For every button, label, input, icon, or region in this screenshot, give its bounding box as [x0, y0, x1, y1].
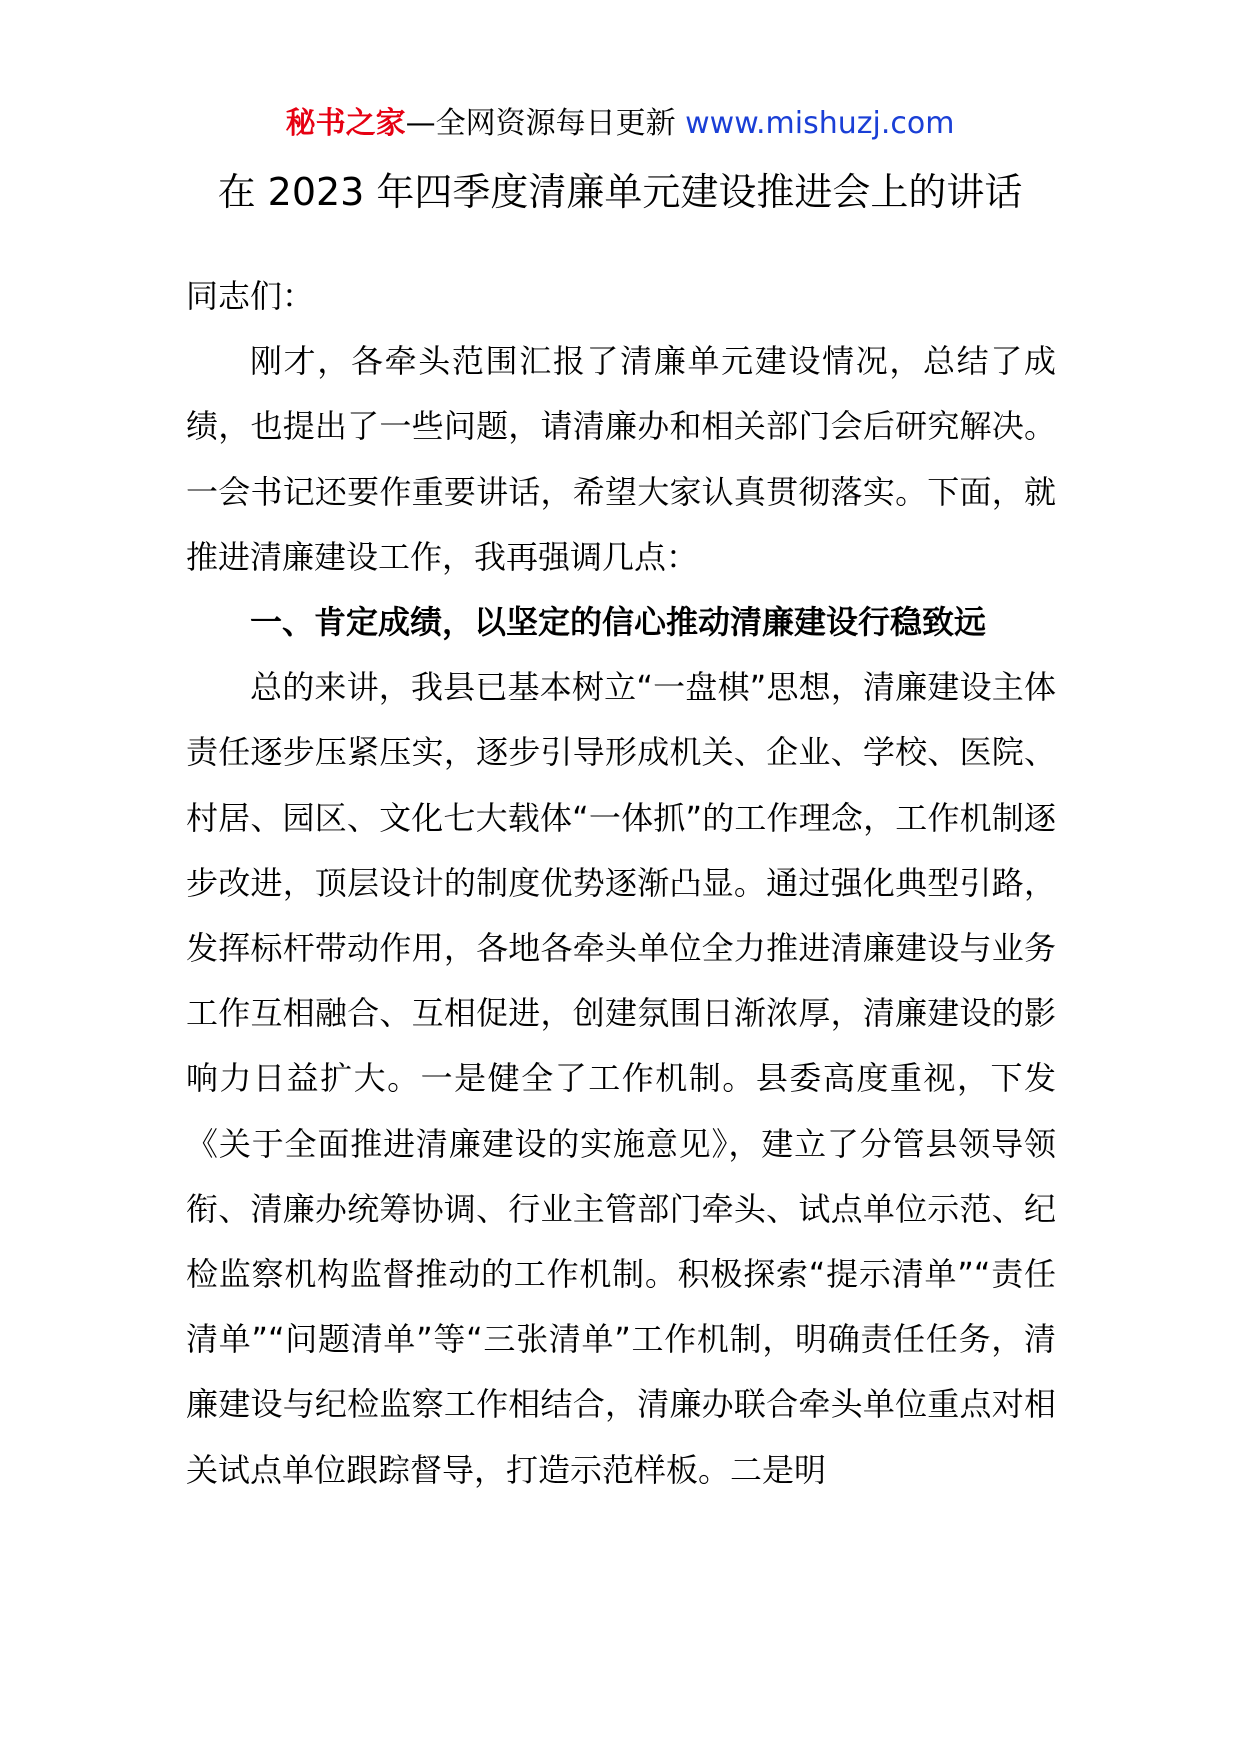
- document-title: 在 2023 年四季度清廉单元建设推进会上的讲话: [217, 170, 1023, 214]
- section-heading-1: 一、肯定成绩，以坚定的信心推动清廉建设行稳致远: [250, 603, 987, 642]
- site-header: [0, 104, 1240, 144]
- salutation: 同志们：: [186, 277, 315, 315]
- brand-name: 秘书之家: [285, 106, 406, 141]
- site-url-link[interactable]: www.mishuzj.com: [685, 106, 955, 141]
- document-body: [186, 264, 1056, 1503]
- brand-slogan: —全网资源每日更新: [405, 106, 676, 141]
- paragraph-intro: 刚才，各牵头范围汇报了清廉单元建设情况，总结了成绩，也提出了一些问题，请清廉办和相关部门会后研究解决。一会书记还要作重要讲话，希望大家认真贯彻落实。下面，就推进清廉建设工作，我再强调几点：: [186, 342, 1056, 576]
- paragraph-section-1: 总的来讲，我县已基本树立“一盘棋”思想，清廉建设主体责任逐步压紧压实，逐步引导形成机关、企业、学校、医院、村居、园区、文化七大载体“一体抓”的工作理念，工作机制逐步改进，顶层设计的制度优势逐渐凸显。通过强化典型引路，发挥标杆带动作用，各地各牵头单位全力推进清廉建设与业务工作互相融合、互相促进，创建氛围日渐浓厚，清廉建设的影响力日益扩大。一是健全了工作机制。县委高度重视，下发《关于全面推进清廉建设的实施意见》，建立了分管县领导领衔、清廉办统筹协调、行业主管部门牵头、试点单位示范、纪检监察机构监督推动的工作机制。积极探索“提示清单”“责任清单”“问题清单”等“三张清单”工作机制，明确责任任务，清廉建设与纪检监察工作相结合，清廉办联合牵头单位重点对相关试点单位跟踪督导，打造示范样板。二是明: [186, 668, 1056, 1489]
